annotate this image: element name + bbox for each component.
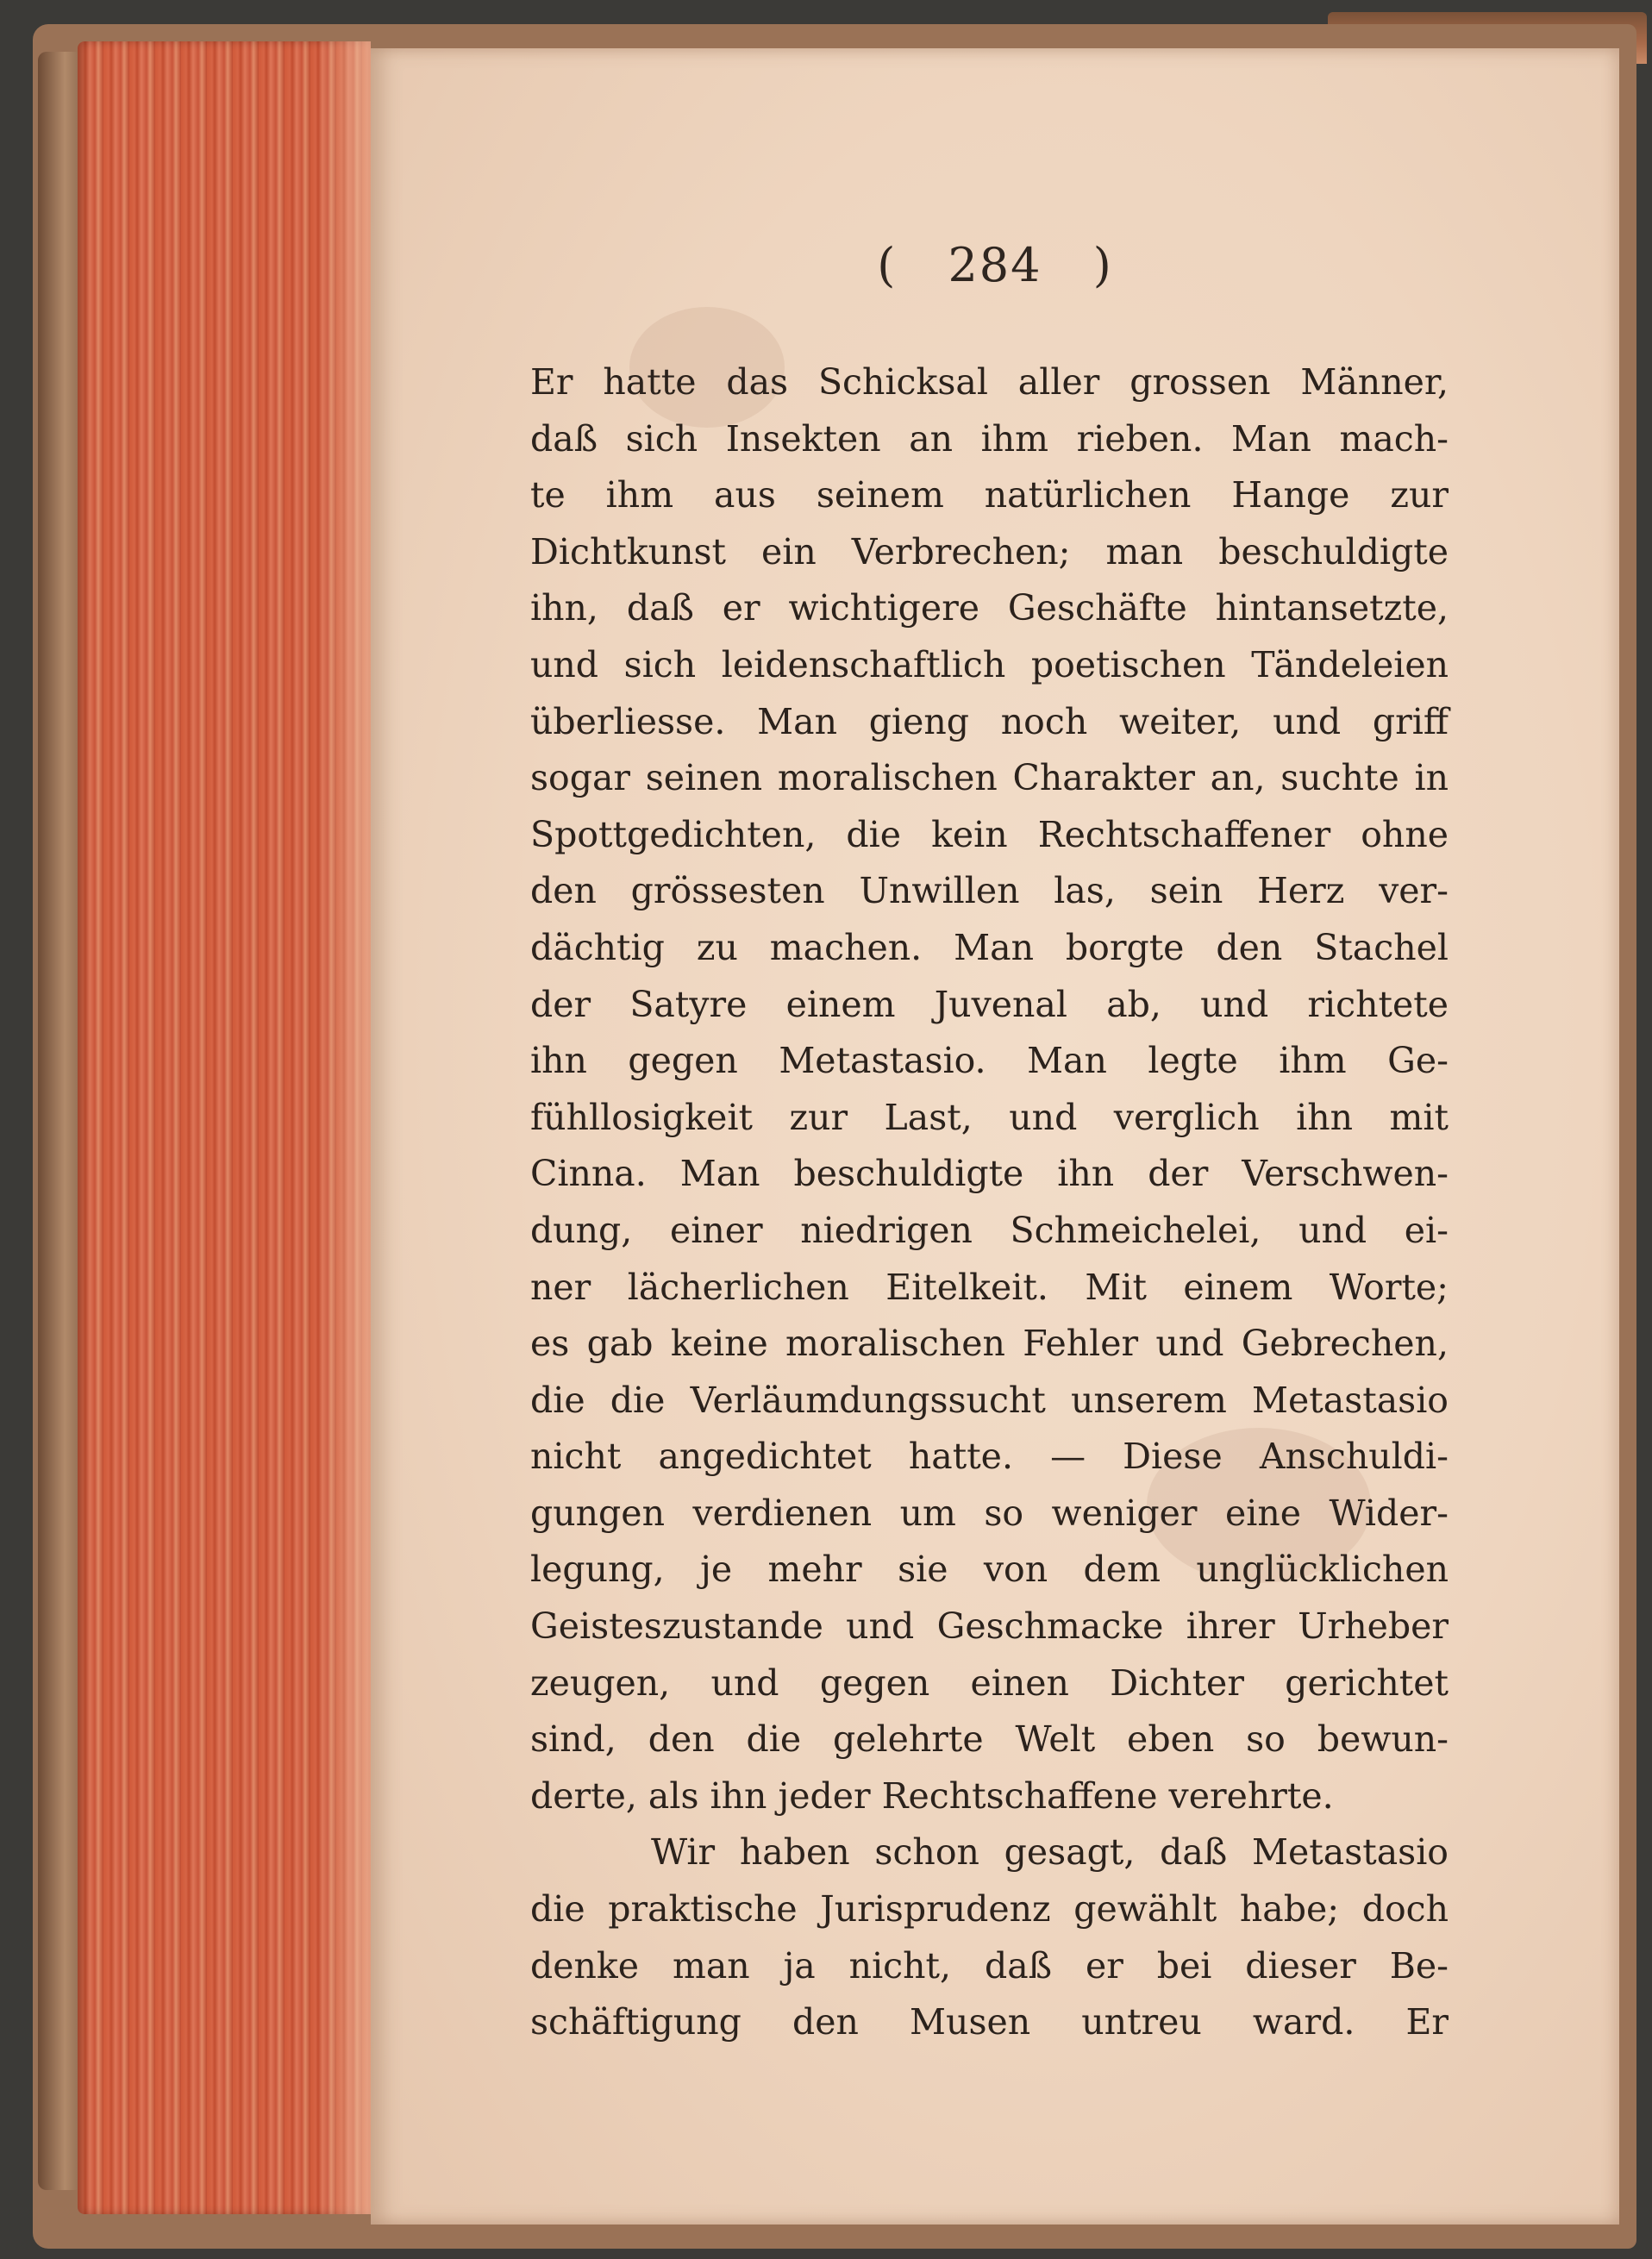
text-line: nicht angedichtet hatte. — Diese Anschuldi- <box>530 1436 1449 1478</box>
paren-close: ) <box>1092 238 1113 292</box>
page-number: 284 <box>948 238 1042 292</box>
text-line-paragraph-start: Wir haben schon gesagt, daß Metastasio <box>651 1831 1449 1874</box>
text-line: überliesse. Man gieng noch weiter, und griff <box>530 700 1449 742</box>
text-line: daß sich Insekten an ihm rieben. Man mach- <box>530 417 1449 460</box>
text-line: gungen verdienen um so weniger eine Wider- <box>530 1492 1449 1534</box>
text-line: ihn, daß er wichtigere Geschäfte hintansetzte, <box>530 587 1449 629</box>
book-spine <box>38 52 83 2190</box>
text-line: Dichtkunst ein Verbrechen; man beschuldigte <box>530 530 1449 573</box>
text-line: Geisteszustande und Geschmacke ihrer Urheber <box>530 1605 1449 1648</box>
text-line: dung, einer niedrigen Schmeichelei, und ei- <box>530 1209 1449 1251</box>
text-line: sind, den die gelehrte Welt eben so bewun- <box>530 1718 1449 1761</box>
text-line: die praktische Jurisprudenz gewählt habe; doch <box>530 1888 1449 1930</box>
text-line: Spottgedichten, die kein Rechtschaffener ohne <box>530 813 1449 855</box>
text-line: fühllosigkeit zur Last, und verglich ihn mit <box>530 1096 1449 1138</box>
text-line: zeugen, und gegen einen Dichter gerichtet <box>530 1661 1449 1704</box>
text-line: dächtig zu machen. Man borgte den Stachel <box>530 926 1449 968</box>
text-line: derte, als ihn jeder Rechtschaffene verehrte. <box>530 1774 1334 1817</box>
text-line: ner lächerlichen Eitelkeit. Mit einem Worte; <box>530 1266 1449 1308</box>
text-line: die die Verläumdungssucht unserem Metastasio <box>530 1379 1449 1421</box>
paren-open: ( <box>877 238 898 292</box>
body-text <box>530 354 1449 2051</box>
text-line: den grössesten Unwillen las, sein Herz ver- <box>530 870 1449 912</box>
text-line: legung, je mehr sie von dem unglücklichen <box>530 1549 1449 1591</box>
text-line: denke man ja nicht, daß er bei dieser Be- <box>530 1944 1449 1987</box>
text-line: Er hatte das Schicksal aller grossen Männer, <box>530 361 1449 403</box>
text-line: sogar seinen moralischen Charakter an, suchte in <box>530 757 1449 799</box>
page-number-header <box>371 238 1619 292</box>
text-line: der Satyre einem Juvenal ab, und richtete <box>530 983 1449 1025</box>
text-line: Cinna. Man beschuldigte ihn der Verschwen- <box>530 1153 1449 1195</box>
page-edges <box>78 41 371 2214</box>
text-line: te ihm aus seinem natürlichen Hange zur <box>530 474 1449 516</box>
text-line: es gab keine moralischen Fehler und Gebrechen, <box>530 1323 1449 1365</box>
text-line: schäftigung den Musen untreu ward. Er <box>530 2001 1449 2043</box>
book-page <box>371 48 1619 2225</box>
text-line: und sich leidenschaftlich poetischen Tändeleien <box>530 643 1449 685</box>
text-line: ihn gegen Metastasio. Man legte ihm Ge- <box>530 1040 1449 1082</box>
